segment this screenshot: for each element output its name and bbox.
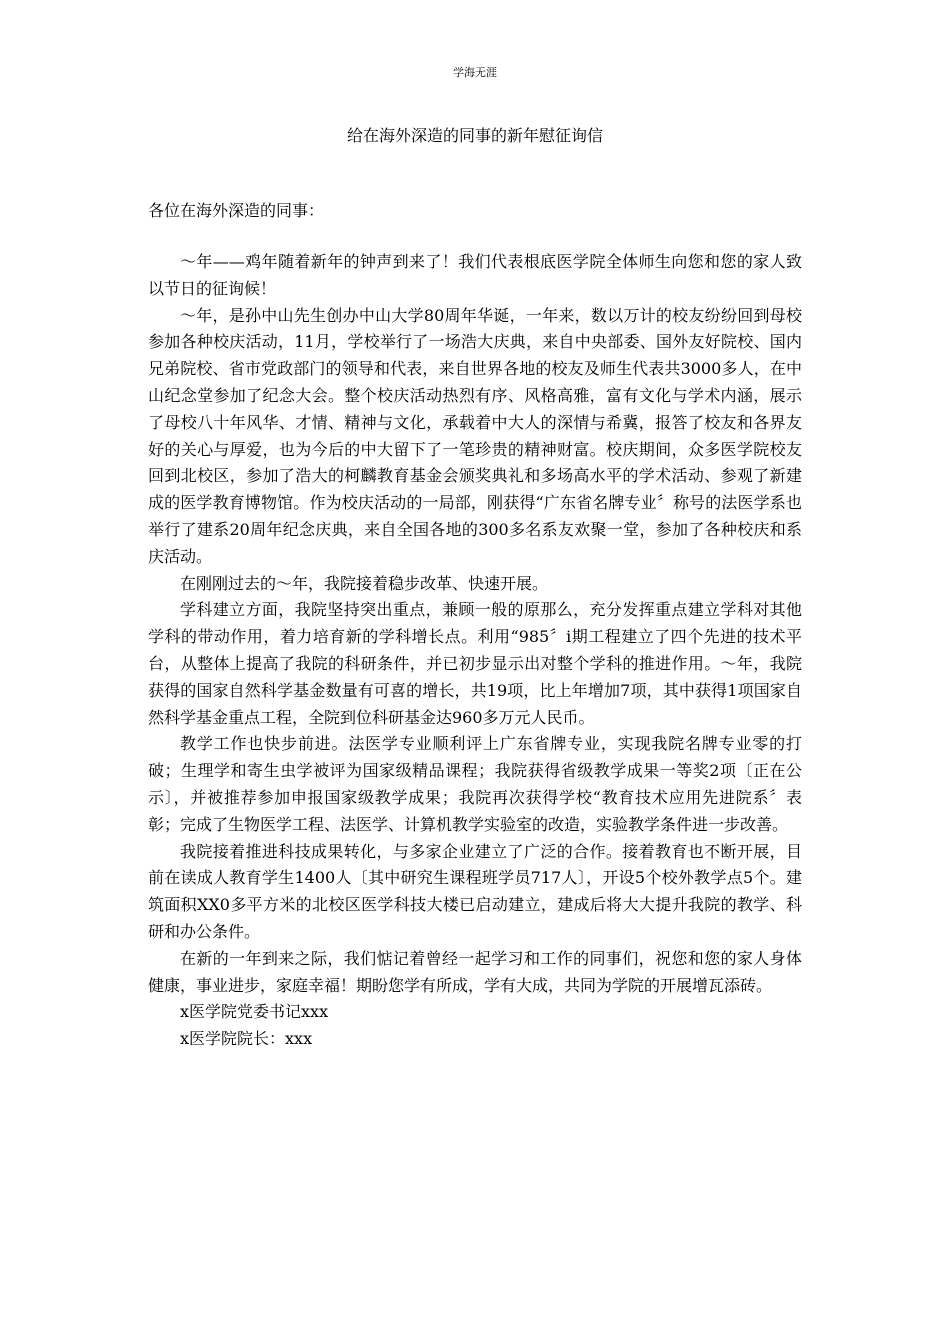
letter-body [148,249,802,1053]
paragraph: 我院接着推进科技成果转化，与多家企业建立了广泛的合作。接着教育也不断开展，目前在读成人教育学生1400人〔其中研究生课程班学员717人〕，开设5个校外教学点5个。建筑面积XX0多平方米的北校区医学科技大楼已启动建立，建成后将大大提升我院的教学、科研和办公条件。 [148,841,802,941]
paragraph: 在新的一年到来之际，我们惦记着曾经一起学习和工作的同事们，祝您和您的家人身体健康，事业进步，家庭幸福！期盼您学有所成，学有大成，共同为学院的开展增瓦添砖。 [148,948,802,995]
paragraph: 教学工作也快步前进。法医学专业顺利评上广东省牌专业，实现我院名牌专业零的打破；生理学和寄生虫学被评为国家级精品课程；我院获得省级教学成果一等奖2项〔正在公示〕，并被推荐参加申报国家级教学成果；我院再次获得学校“教育技术应用先进院系〞表彰；完成了生物医学工程、法医学、计算机教学实验室的改造，实验教学条件进一步改善。 [148,734,802,834]
letter-title: 给在海外深造的同事的新年慰征询信 [346,126,603,145]
paragraph: 学科建立方面，我院坚持突出重点，兼顾一般的原那么，充分发挥重点建立学科对其他学科的带动作用，着力培育新的学科增长点。利用“985〞i期工程建立了四个先进的技术平台，从整体上提高了我院的科研条件，并已初步显示出对整个学科的推进作用。～年，我院获得的国家自然科学基金数量有可喜的增长，共19项，比上年增加7项，其中获得1项国家自然科学基金重点工程，全院到位科研基金达960多万元人民币。 [148,600,802,727]
signature-party-secretary: x医学院党委书记xxx [180,1002,329,1022]
paragraph: 在刚刚过去的～年，我院接着稳步改革、快速开展。 [180,573,549,593]
paragraph: ～年——鸡年随着新年的钟声到来了！我们代表根底医学院全体师生向您和您的家人致以节日的征询候！ [148,252,802,298]
signature-dean: x医学院院长：xxx [180,1029,313,1049]
paragraph: ～年，是孙中山先生创办中山大学80周年华诞，一年来，数以万计的校友纷纷回到母校参加各种校庆活动，11月，学校举行了一场浩大庆典，来自中央部委、国外友好院校、国内兄弟院校、省市党政部门的领导和代表，来自世界各地的校友及师生代表共3000多人，在中山纪念堂参加了纪念大会。整个校庆活动热烈有序、风格高雅，富有文化与学术内涵，展示了母校八十年风华、才情、精神与文化，承载着中大人的深情与希冀，报答了校友和各界友好的关心与厚爱，也为今后的中大留下了一笔珍贵的精神财富。校庆期间，众多医学院校友回到北校区，参加了浩大的柯麟教育基金会颁奖典礼和多场高水平的学术活动、参观了新建成的医学教育博物馆。作为校庆活动的一局部，刚获得“广东省名牌专业〞称号的法医学系也举行了建系20周年纪念庆典，来自全国各地的300多名系友欢聚一堂，参加了各种校庆和系庆活动。 [148,305,802,566]
salutation: 各位在海外深造的同事： [148,201,325,220]
page-header: 学海无涯 [453,66,497,79]
